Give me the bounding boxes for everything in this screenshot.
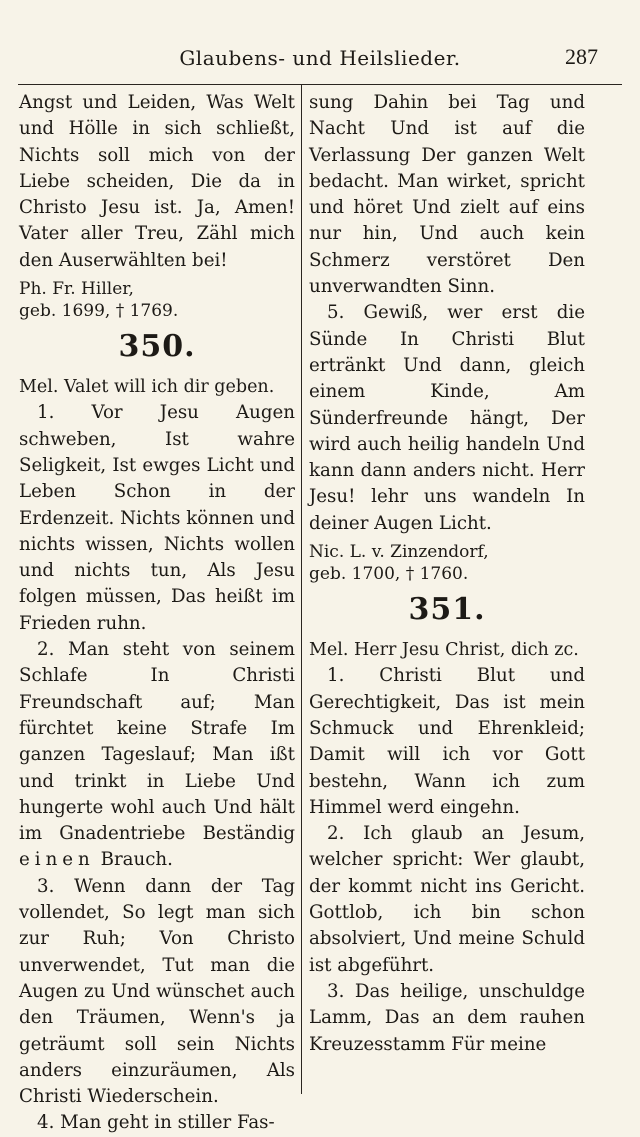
author-attribution (309, 541, 585, 585)
verse-3: 3. Wenn dann der Tag vollendet, So legt man sich zur Ruh; Von Christo unverwendet, Tut man die Augen zu Und wünschet auch den Träumen, Wenn's ja geträumt soll sein Nichts anders einzuräumen, Als Christi Wiederschein. (19, 875, 295, 1108)
author-name: Nic. L. v. Zinzendorf, (309, 542, 489, 563)
page-number: 287 (565, 44, 598, 69)
verse-continuation: sung Dahin bei Tag und Nacht Und ist auf die Verlassung Der ganzen Welt bedacht. Man wirket, spricht und höret Und zielt auf eins nur hin, Und auch kein Schmerz verstöret Den unverwandten Sinn. (309, 92, 585, 298)
verse-2 (19, 637, 295, 874)
verse-2: 2. Ich glaub an Jesum, welcher spricht: Wer glaubt, der kommt nicht ins Gericht. Gottlob, ich bin schon absolviert, Und meine Schuld ist abgeführt. (309, 823, 585, 976)
author-dates: geb. 1700, † 1760. (309, 564, 469, 585)
hymn-number: 350. (118, 329, 196, 365)
verse-2-end: Brauch. (100, 849, 173, 871)
verse-3-start: 3. Das heilige, unschuldge Lamm, Das an dem rauhen Kreuzesstamm Für meine (309, 980, 585, 1055)
header-rule (18, 84, 622, 85)
melody-line: Mel. Herr Jesu Christ, dich zc. (309, 640, 579, 661)
author-attribution (19, 278, 295, 322)
verse-4-start: 4. Man geht in stiller Fas- (37, 1112, 275, 1134)
verse-2-text: 2. Man steht von seinem Schlafe In Christi Freundschaft auf; Man fürchtet keine Strafe Im ganzen Tageslauf; Man ißt und trinkt in Liebe Und hungerte wohl auch Und hält im Gnadentriebe Beständig (19, 639, 295, 845)
verse-2-emphasis: einen (19, 849, 95, 871)
left-column (19, 90, 295, 1137)
page-header (20, 40, 620, 80)
verse-1: 1. Vor Jesu Augen schweben, Ist wahre Seligkeit, Ist ewges Licht und Leben Schon in der Erdenzeit. Nichts können und nichts wissen, Nichts wollen und nichts tun, Als Jesu folgen müssen, Das heißt im Frieden ruhn. (19, 402, 295, 634)
column-divider (301, 84, 302, 1094)
hymn-number: 351. (408, 592, 486, 628)
author-dates: geb. 1699, † 1769. (19, 301, 179, 322)
author-name: Ph. Fr. Hiller, (19, 279, 134, 300)
right-column (309, 90, 585, 1058)
verse-1: 1. Christi Blut und Gerechtigkeit, Das ist mein Schmuck und Ehrenkleid; Damit will ich vor Gott bestehn, Wann ich zum Himmel werd eingehn. (309, 665, 585, 818)
verse-5: 5. Gewiß, wer erst die Sünde In Christi Blut ertränkt Und dann, gleich einem Kinde, Am Sünderfreunde hängt, Der wird auch heilig handeln Und kann dann anders nicht. Herr Jesu! lehr uns wandeln In deiner Augen Licht. (309, 302, 585, 534)
verse-continuation: Angst und Leiden, Was Welt und Hölle in sich schließt, Nichts soll mich von der Liebe scheiden, Die da in Christo Jesu ist. Ja, Amen! Vater aller Treu, Zähl mich den Auserwählten bei! (19, 92, 295, 271)
running-head: Glaubens- und Heilslieder. (179, 46, 461, 70)
melody-line: Mel. Valet will ich dir geben. (19, 377, 275, 398)
